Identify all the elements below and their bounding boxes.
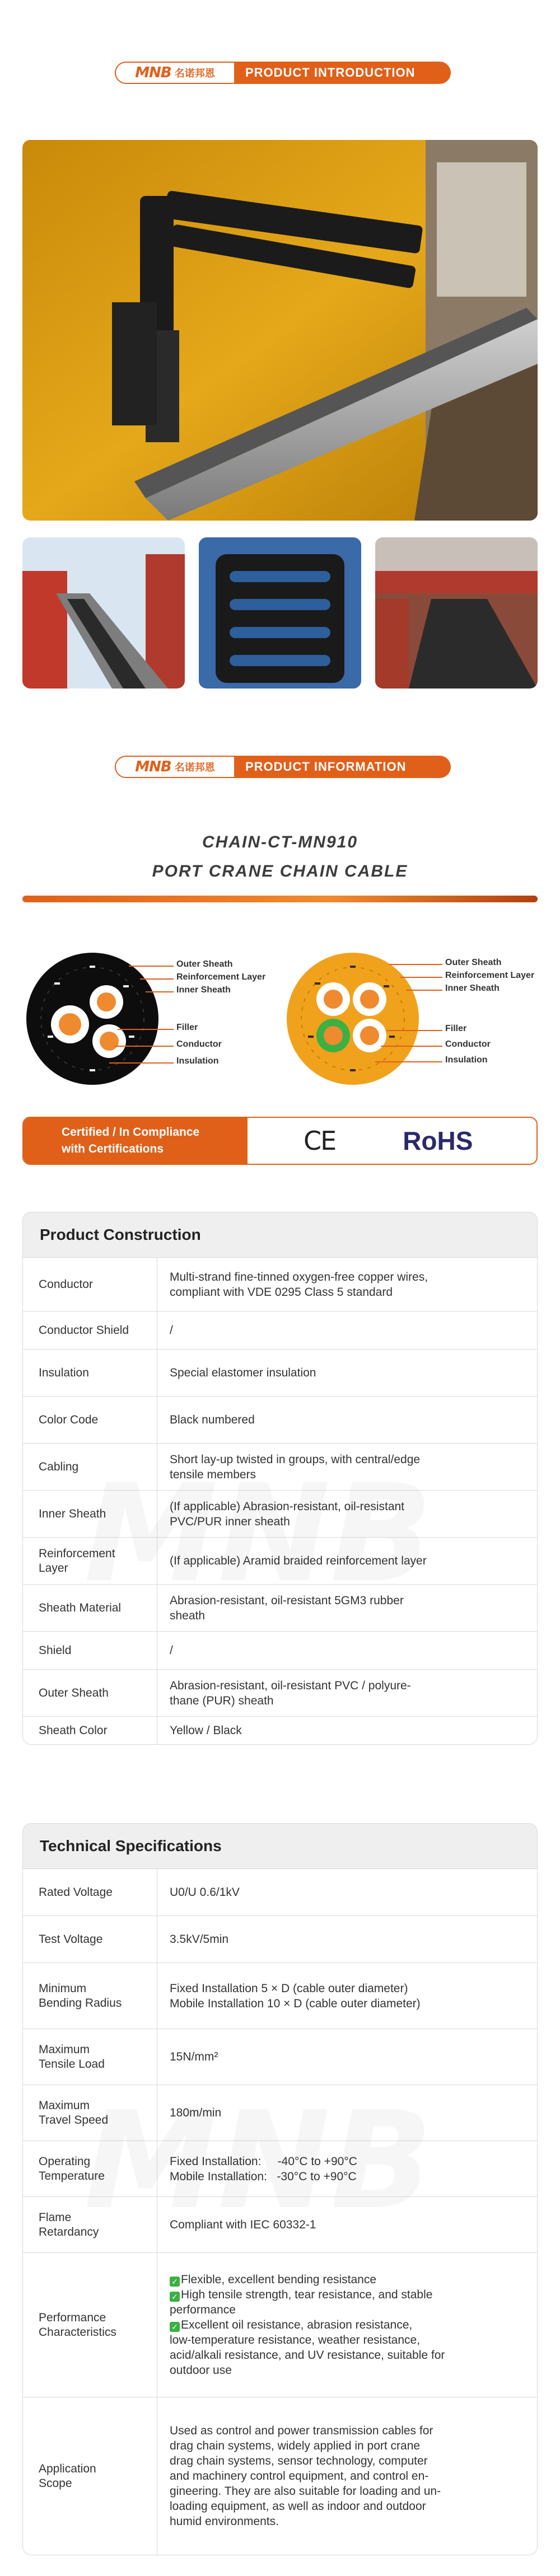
construction-value-line: Black numbered bbox=[170, 1413, 255, 1426]
construction-row bbox=[23, 1311, 537, 1349]
construction-value-line: Special elastomer insulation bbox=[170, 1366, 316, 1379]
leader-line bbox=[386, 1030, 442, 1031]
leader-line bbox=[375, 1061, 442, 1062]
perf-text: High tensile strength, tear resistance, and stable bbox=[181, 2288, 433, 2301]
construction-row bbox=[23, 1443, 537, 1490]
spec-value: 3.5kV/5min bbox=[170, 1933, 229, 1946]
leader-line bbox=[146, 991, 174, 992]
construction-value-line: Multi-strand fine-tinned oxygen-free copper wires, bbox=[170, 1270, 428, 1284]
construction-key: Reinforcement Layer bbox=[23, 1538, 157, 1584]
construction-value-line: / bbox=[170, 1324, 173, 1337]
construction-key: Conductor Shield bbox=[23, 1312, 157, 1349]
construction-key: Inner Sheath bbox=[23, 1491, 157, 1537]
spec-key: Rated Voltage bbox=[23, 1869, 157, 1915]
construction-value-line: thane (PUR) sheath bbox=[170, 1694, 274, 1707]
cert-line-1: Certified / In Compliance bbox=[62, 1126, 200, 1139]
spec-key-line: Performance bbox=[39, 2311, 106, 2324]
brand-logo-2 bbox=[115, 756, 235, 778]
spec-row-bending-radius bbox=[23, 1963, 537, 2029]
cross-section-black bbox=[25, 952, 160, 1086]
construction-value bbox=[157, 1717, 537, 1744]
label-inner-sheath: Inner Sheath bbox=[176, 985, 231, 995]
leader-line bbox=[115, 1046, 174, 1047]
construction-value-line: Yellow / Black bbox=[170, 1724, 242, 1737]
construction-row bbox=[23, 1716, 537, 1744]
construction-value-line: / bbox=[170, 1644, 173, 1657]
rohs-mark-icon: RoHS bbox=[403, 1126, 473, 1155]
photo-crane-chain-track bbox=[375, 537, 538, 689]
construction-value bbox=[157, 1491, 537, 1537]
spec-value-line: humid environments. bbox=[170, 2515, 279, 2528]
spec-key: Test Voltage bbox=[23, 1916, 157, 1963]
spec-value-line: drag chain systems, widely applied in port crane bbox=[170, 2439, 421, 2452]
spec-key bbox=[23, 2253, 157, 2397]
spec-key-line: Operating bbox=[39, 2155, 91, 2168]
spec-row-test-voltage bbox=[23, 1915, 537, 1963]
logo-cn-2: 名诺邦恩 bbox=[174, 762, 215, 774]
construction-key: Sheath Color bbox=[23, 1717, 157, 1744]
leader-line bbox=[381, 1046, 442, 1047]
spec-value-line: outdoor use bbox=[170, 2364, 232, 2377]
logo-mark-2: MNB bbox=[135, 758, 171, 775]
spec-value bbox=[157, 2397, 537, 2555]
spec-key bbox=[23, 2397, 157, 2555]
spec-value: Compliant with IEC 60332-1 bbox=[170, 2218, 316, 2231]
leader-line bbox=[389, 964, 442, 965]
spec-value-line: Mobile Installation 10 × D (cable outer diameter) bbox=[170, 1997, 421, 2010]
specs-heading: Technical Specifications bbox=[23, 1824, 537, 1868]
spec-value-line: Used as control and power transmission cables for bbox=[170, 2424, 433, 2437]
construction-key: Sheath Material bbox=[23, 1585, 157, 1631]
construction-row bbox=[23, 1490, 537, 1537]
spec-value-line: and machinery control equipment, and control en- bbox=[170, 2470, 429, 2483]
construction-key: Conductor bbox=[23, 1258, 157, 1311]
title-underline bbox=[22, 896, 538, 902]
info-title: PRODUCT INFORMATION bbox=[235, 756, 451, 778]
spec-value-line bbox=[170, 2287, 526, 2302]
spec-value: 180m/min bbox=[170, 2106, 222, 2119]
construction-row bbox=[23, 1584, 537, 1631]
intro-title: PRODUCT INTRODUCTION bbox=[235, 62, 451, 84]
label-filler-2: Filler bbox=[445, 1024, 467, 1033]
construction-value bbox=[157, 1670, 537, 1716]
spec-row-travel-speed bbox=[23, 2085, 537, 2141]
construction-value bbox=[157, 1312, 537, 1349]
construction-value-line: Abrasion-resistant, oil-resistant 5GM3 rubber bbox=[170, 1594, 404, 1607]
product-name: PORT CRANE CHAIN CABLE bbox=[152, 862, 408, 880]
spec-value: U0/U 0.6/1kV bbox=[170, 1886, 240, 1899]
spec-value-line: acid/alkali resistance, and UV resistance, suitable for bbox=[170, 2349, 445, 2362]
construction-key: Color Code bbox=[23, 1397, 157, 1443]
perf-text: Excellent oil resistance, abrasion resistance, bbox=[181, 2319, 413, 2331]
construction-heading: Product Construction bbox=[23, 1212, 537, 1257]
construction-value bbox=[157, 1258, 537, 1311]
label-conductor-2: Conductor bbox=[445, 1039, 491, 1049]
construction-row bbox=[23, 1257, 537, 1311]
spec-row-performance bbox=[23, 2252, 537, 2397]
construction-key: Insulation bbox=[23, 1350, 157, 1396]
leader-line bbox=[109, 1062, 174, 1064]
spec-key-line: Tensile Load bbox=[39, 2057, 105, 2071]
spec-key bbox=[23, 2141, 157, 2196]
spec-value-line: loading equipment, as well as indoor and outdoor bbox=[170, 2500, 426, 2513]
construction-value bbox=[157, 1350, 537, 1396]
construction-value-line: tensile members bbox=[170, 1468, 256, 1481]
spec-key-line: Scope bbox=[39, 2476, 72, 2490]
construction-value bbox=[157, 1397, 537, 1443]
ce-mark-icon: CE bbox=[304, 1126, 336, 1156]
label-inner-sheath-2: Inner Sheath bbox=[445, 983, 500, 993]
spec-value-line: Fixed Installation: -40°C to +90°C bbox=[170, 2155, 357, 2168]
spec-key-line: Bending Radius bbox=[39, 1996, 122, 2010]
spec-key-line: Temperature bbox=[39, 2169, 105, 2182]
construction-value bbox=[157, 1538, 537, 1584]
spec-row-application bbox=[23, 2397, 537, 2555]
construction-row bbox=[23, 1631, 537, 1669]
spec-key-line: Flame bbox=[39, 2210, 72, 2224]
construction-table bbox=[22, 1212, 538, 1745]
construction-value-line: Short lay-up twisted in groups, with central/edge bbox=[170, 1453, 421, 1466]
spec-value-line bbox=[170, 2317, 526, 2333]
construction-row bbox=[23, 1349, 537, 1396]
label-insulation: Insulation bbox=[176, 1056, 219, 1066]
construction-value-line: PVC/PUR inner sheath bbox=[170, 1515, 290, 1528]
spec-value-line bbox=[170, 2272, 526, 2287]
construction-row bbox=[23, 1396, 537, 1443]
product-model: CHAIN-CT-MN910 bbox=[202, 833, 358, 851]
label-insulation-2: Insulation bbox=[445, 1055, 488, 1065]
label-outer-sheath: Outer Sheath bbox=[176, 959, 233, 969]
specs-table bbox=[22, 1823, 538, 2555]
construction-value bbox=[157, 1585, 537, 1631]
spec-value-line: Fixed Installation 5 × D (cable outer diameter) bbox=[170, 1982, 408, 1995]
spec-value bbox=[157, 2141, 537, 2196]
label-outer-sheath-2: Outer Sheath bbox=[445, 958, 502, 967]
label-reinforcement-layer-2: Reinforcement Layer bbox=[445, 971, 535, 980]
spec-value-line: Mobile Installation: -30°C to +90°C bbox=[170, 2170, 357, 2183]
certification-text bbox=[24, 1118, 248, 1164]
label-filler: Filler bbox=[176, 1023, 198, 1032]
construction-value-line: sheath bbox=[170, 1609, 206, 1622]
spec-key bbox=[23, 1963, 157, 2029]
leader-line bbox=[140, 978, 174, 980]
certification-bar bbox=[22, 1117, 538, 1165]
spec-value-line: drag chain systems, sensor technology, computer bbox=[170, 2455, 428, 2467]
spec-key bbox=[23, 2197, 157, 2252]
spec-key-line: Minimum bbox=[39, 1982, 87, 1995]
spec-row-tensile-load bbox=[23, 2029, 537, 2085]
spec-value bbox=[157, 1963, 537, 2029]
logo-cn: 名诺邦恩 bbox=[174, 68, 215, 79]
spec-key-line: Maximum bbox=[39, 2043, 90, 2056]
cert-line-2: with Certifications bbox=[62, 1142, 164, 1155]
leader-line bbox=[400, 977, 442, 978]
construction-value-line: (If applicable) Abrasion-resistant, oil-resistant bbox=[170, 1500, 405, 1513]
intro-banner bbox=[115, 62, 451, 84]
spec-value: 15N/mm² bbox=[170, 2050, 218, 2063]
construction-key: Cabling bbox=[23, 1444, 157, 1490]
logo-mark: MNB bbox=[135, 64, 171, 81]
spec-value-line: performance bbox=[170, 2303, 236, 2316]
spec-row-flame-retardancy bbox=[23, 2196, 537, 2252]
spec-value bbox=[157, 2253, 537, 2397]
certification-marks bbox=[248, 1118, 536, 1164]
cross-section-yellow bbox=[286, 952, 420, 1086]
check-icon: ✓ bbox=[170, 2277, 180, 2287]
spec-key-line: Maximum bbox=[39, 2099, 90, 2112]
spec-key-line: Application bbox=[39, 2462, 96, 2475]
spec-key-line: Characteristics bbox=[39, 2325, 116, 2339]
construction-row bbox=[23, 1537, 537, 1584]
spec-value-line: gineering. They are also suitable for loading and un- bbox=[170, 2485, 441, 2498]
construction-value-line: Abrasion-resistant, oil-resistant PVC / polyure- bbox=[170, 1679, 411, 1692]
construction-key: Outer Sheath bbox=[23, 1670, 157, 1716]
construction-value-line: (If applicable) Aramid braided reinforcement layer bbox=[170, 1554, 427, 1567]
label-reinforcement-layer: Reinforcement Layer bbox=[176, 972, 266, 982]
spec-key-line: Retardancy bbox=[39, 2225, 99, 2238]
brand-logo bbox=[115, 62, 235, 84]
spec-key bbox=[23, 2029, 157, 2085]
photo-port-cranes bbox=[22, 537, 185, 689]
leader-line bbox=[118, 1029, 174, 1030]
spec-key bbox=[23, 2085, 157, 2141]
spec-row-operating-temperature bbox=[23, 2141, 537, 2196]
label-conductor: Conductor bbox=[176, 1039, 222, 1049]
info-banner bbox=[115, 756, 451, 778]
spec-value-line: low-temperature resistance, weather resistance, bbox=[170, 2334, 421, 2346]
construction-row bbox=[23, 1669, 537, 1716]
construction-value-line: compliant with VDE 0295 Class 5 standard bbox=[170, 1285, 393, 1299]
spec-key-line: Travel Speed bbox=[39, 2113, 109, 2127]
construction-key: Shield bbox=[23, 1632, 157, 1669]
leader-line bbox=[129, 966, 174, 967]
construction-value bbox=[157, 1444, 537, 1490]
check-icon: ✓ bbox=[170, 2322, 180, 2332]
main-photo-drag-chain bbox=[22, 140, 538, 521]
spec-row-rated-voltage bbox=[23, 1868, 537, 1915]
check-icon: ✓ bbox=[170, 2292, 180, 2302]
photo-cable-closeup bbox=[199, 537, 361, 689]
leader-line bbox=[406, 990, 442, 991]
construction-value bbox=[157, 1632, 537, 1669]
perf-text: Flexible, excellent bending resistance bbox=[181, 2273, 377, 2286]
